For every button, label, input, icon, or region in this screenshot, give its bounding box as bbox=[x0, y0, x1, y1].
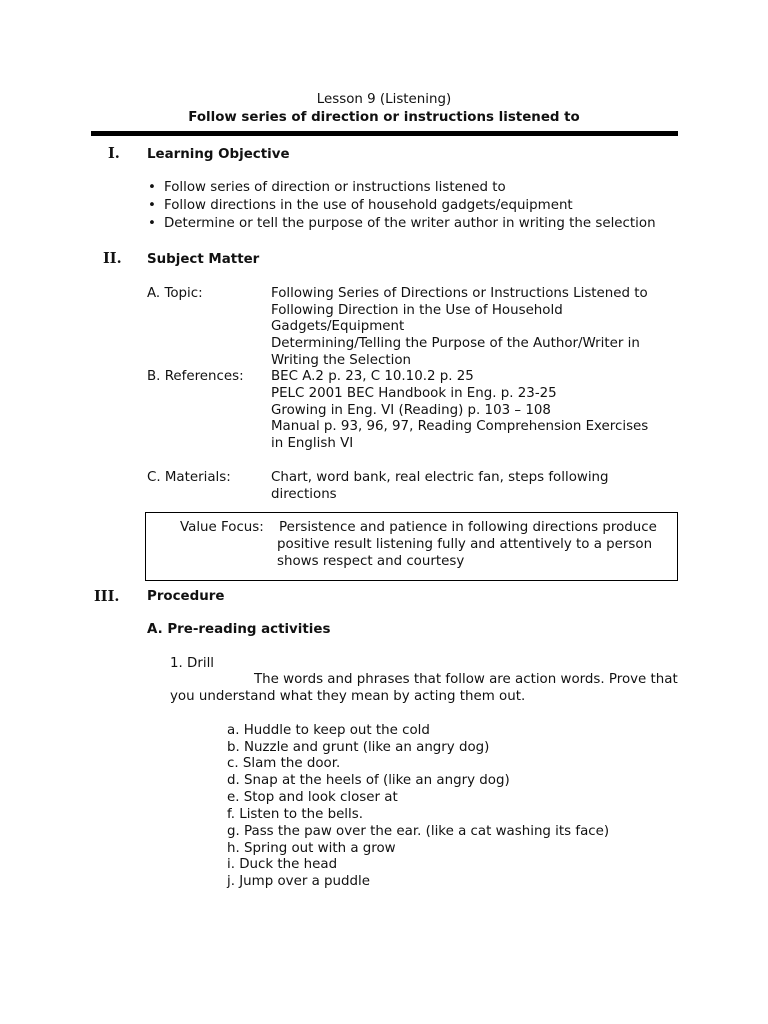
value-focus-label: Value Focus: bbox=[180, 520, 264, 535]
header-rule bbox=[91, 131, 678, 136]
reference-line-1: BEC A.2 p. 23, C 10.10.2 p. 25 bbox=[271, 369, 474, 384]
materials-label: C. Materials: bbox=[147, 470, 231, 485]
topic-line-1: Following Series of Directions or Instructions Listened to bbox=[271, 286, 648, 301]
pre-reading-heading: A. Pre-reading activities bbox=[147, 622, 331, 637]
objective-bullet-2: • Follow directions in the use of household gadgets/equipment bbox=[164, 197, 573, 214]
references-label: B. References: bbox=[147, 369, 244, 384]
objective-bullet-3: • Determine or tell the purpose of the writer author in writing the selection bbox=[164, 215, 656, 232]
section-3-numeral: III. bbox=[94, 588, 120, 605]
drill-item-i: i. Duck the head bbox=[227, 857, 338, 872]
reference-line-2: PELC 2001 BEC Handbook in Eng. p. 23-25 bbox=[271, 386, 557, 401]
section-1-heading: Learning Objective bbox=[147, 147, 290, 162]
materials-line-1: Chart, word bank, real electric fan, steps following bbox=[271, 470, 609, 485]
topic-label: A. Topic: bbox=[147, 286, 203, 301]
drill-item-g: g. Pass the paw over the ear. (like a cat washing its face) bbox=[227, 824, 610, 839]
section-1-numeral: I. bbox=[108, 145, 120, 162]
drill-item-c: c. Slam the door. bbox=[227, 756, 341, 771]
topic-line-3: Gadgets/Equipment bbox=[271, 319, 405, 334]
drill-text-line-2: you understand what they mean by acting them out. bbox=[170, 689, 526, 704]
reference-line-5: in English VI bbox=[271, 436, 354, 451]
drill-item-j: j. Jump over a puddle bbox=[227, 874, 370, 889]
drill-label: 1. Drill bbox=[170, 656, 215, 671]
drill-item-a: a. Huddle to keep out the cold bbox=[227, 723, 430, 738]
topic-line-4: Determining/Telling the Purpose of the Author/Writer in bbox=[271, 336, 640, 351]
drill-item-h: h. Spring out with a grow bbox=[227, 841, 396, 856]
objective-bullet-1: • Follow series of direction or instructions listened to bbox=[164, 179, 506, 196]
topic-line-2: Following Direction in the Use of Household bbox=[271, 303, 563, 318]
value-focus-line-3: shows respect and courtesy bbox=[277, 554, 465, 569]
section-3-heading: Procedure bbox=[147, 589, 225, 604]
drill-item-d: d. Snap at the heels of (like an angry dog) bbox=[227, 773, 510, 788]
drill-text-line-1: The words and phrases that follow are action words. Prove that bbox=[254, 672, 678, 687]
drill-item-e: e. Stop and look closer at bbox=[227, 790, 398, 805]
section-2-heading: Subject Matter bbox=[147, 252, 260, 267]
reference-line-3: Growing in Eng. VI (Reading) p. 103 – 108 bbox=[271, 403, 551, 418]
value-focus-line-2: positive result listening fully and attentively to a person bbox=[277, 537, 653, 552]
topic-line-5: Writing the Selection bbox=[271, 353, 412, 368]
lesson-title: Lesson 9 (Listening) bbox=[316, 92, 452, 107]
reference-line-4: Manual p. 93, 96, 97, Reading Comprehension Exercises bbox=[271, 419, 649, 434]
materials-line-2: directions bbox=[271, 487, 337, 502]
section-2-numeral: II. bbox=[103, 250, 122, 267]
drill-item-f: f. Listen to the bells. bbox=[227, 807, 363, 822]
lesson-subtitle: Follow series of direction or instructions listened to bbox=[188, 110, 580, 125]
value-focus-line-1: Persistence and patience in following directions produce bbox=[279, 520, 657, 535]
drill-item-b: b. Nuzzle and grunt (like an angry dog) bbox=[227, 740, 490, 755]
